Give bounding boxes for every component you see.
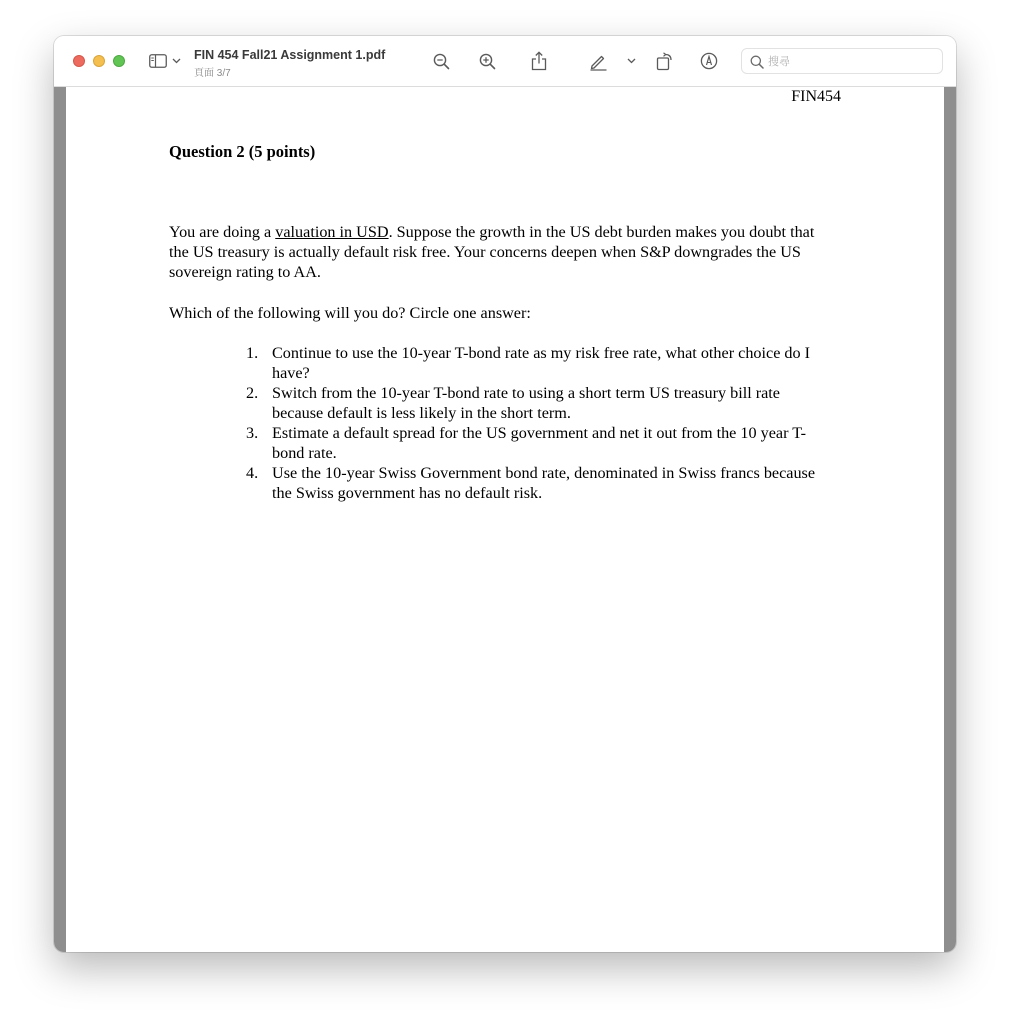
paragraph-text-end: . Suppose the growth in the US debt burden makes you doubt that the US treasury is actually default risk free. Your concerns deepen when S&P downgrades the US sovereign rating to AA. [169, 223, 815, 281]
answer-option [246, 423, 826, 463]
search-input[interactable] [768, 52, 936, 70]
instruction-paragraph: Which of the following will you do? Circle one answer: [169, 304, 531, 322]
search-icon [749, 54, 764, 69]
document-title: FIN 454 Fall21 Assignment 1.pdf [194, 48, 386, 62]
zoom-out-icon[interactable] [431, 51, 451, 71]
option-number: 1. [246, 344, 259, 362]
pdf-page [66, 87, 944, 952]
search-field[interactable] [741, 48, 943, 74]
preview-window [54, 36, 956, 952]
minimize-button[interactable] [93, 55, 105, 67]
option-text: Estimate a default spread for the US government and net it out from the 10 year T-bond rate. [272, 424, 807, 462]
option-text: Continue to use the 10-year T-bond rate as my risk free rate, what other choice do I have? [272, 344, 811, 382]
question-title: Question 2 (5 points) [169, 142, 316, 161]
option-number: 4. [246, 464, 259, 482]
option-text: Use the 10-year Swiss Government bond rate, denominated in Swiss francs because the Swiss government has no default risk. [272, 464, 816, 502]
pen-icon[interactable] [587, 50, 609, 72]
option-number: 2. [246, 384, 259, 402]
chevron-down-icon[interactable] [170, 55, 182, 67]
answer-option [246, 383, 826, 423]
markup-icon[interactable] [699, 51, 719, 71]
zoom-in-icon[interactable] [477, 51, 497, 71]
option-text: Switch from the 10-year T-bond rate to using a short term US treasury bill rate because default is less likely in the short term. [272, 384, 780, 422]
titlebar [54, 36, 956, 87]
zoom-button[interactable] [113, 55, 125, 67]
answer-options-list [246, 343, 826, 503]
page-indicator: 頁面 3/7 [194, 68, 231, 79]
document-viewer[interactable] [54, 87, 956, 952]
option-number: 3. [246, 424, 259, 442]
course-code-header: FIN454 [791, 88, 841, 105]
sidebar-icon[interactable] [148, 52, 168, 70]
underlined-phrase: valuation in USD [275, 223, 389, 241]
answer-option [246, 463, 826, 503]
close-button[interactable] [73, 55, 85, 67]
chevron-down-icon[interactable] [625, 55, 637, 67]
rotate-icon[interactable] [655, 50, 675, 72]
paragraph-text-start: You are doing a [169, 223, 276, 241]
question-paragraph [169, 222, 829, 282]
answer-option [246, 343, 826, 383]
share-icon[interactable] [529, 50, 549, 72]
